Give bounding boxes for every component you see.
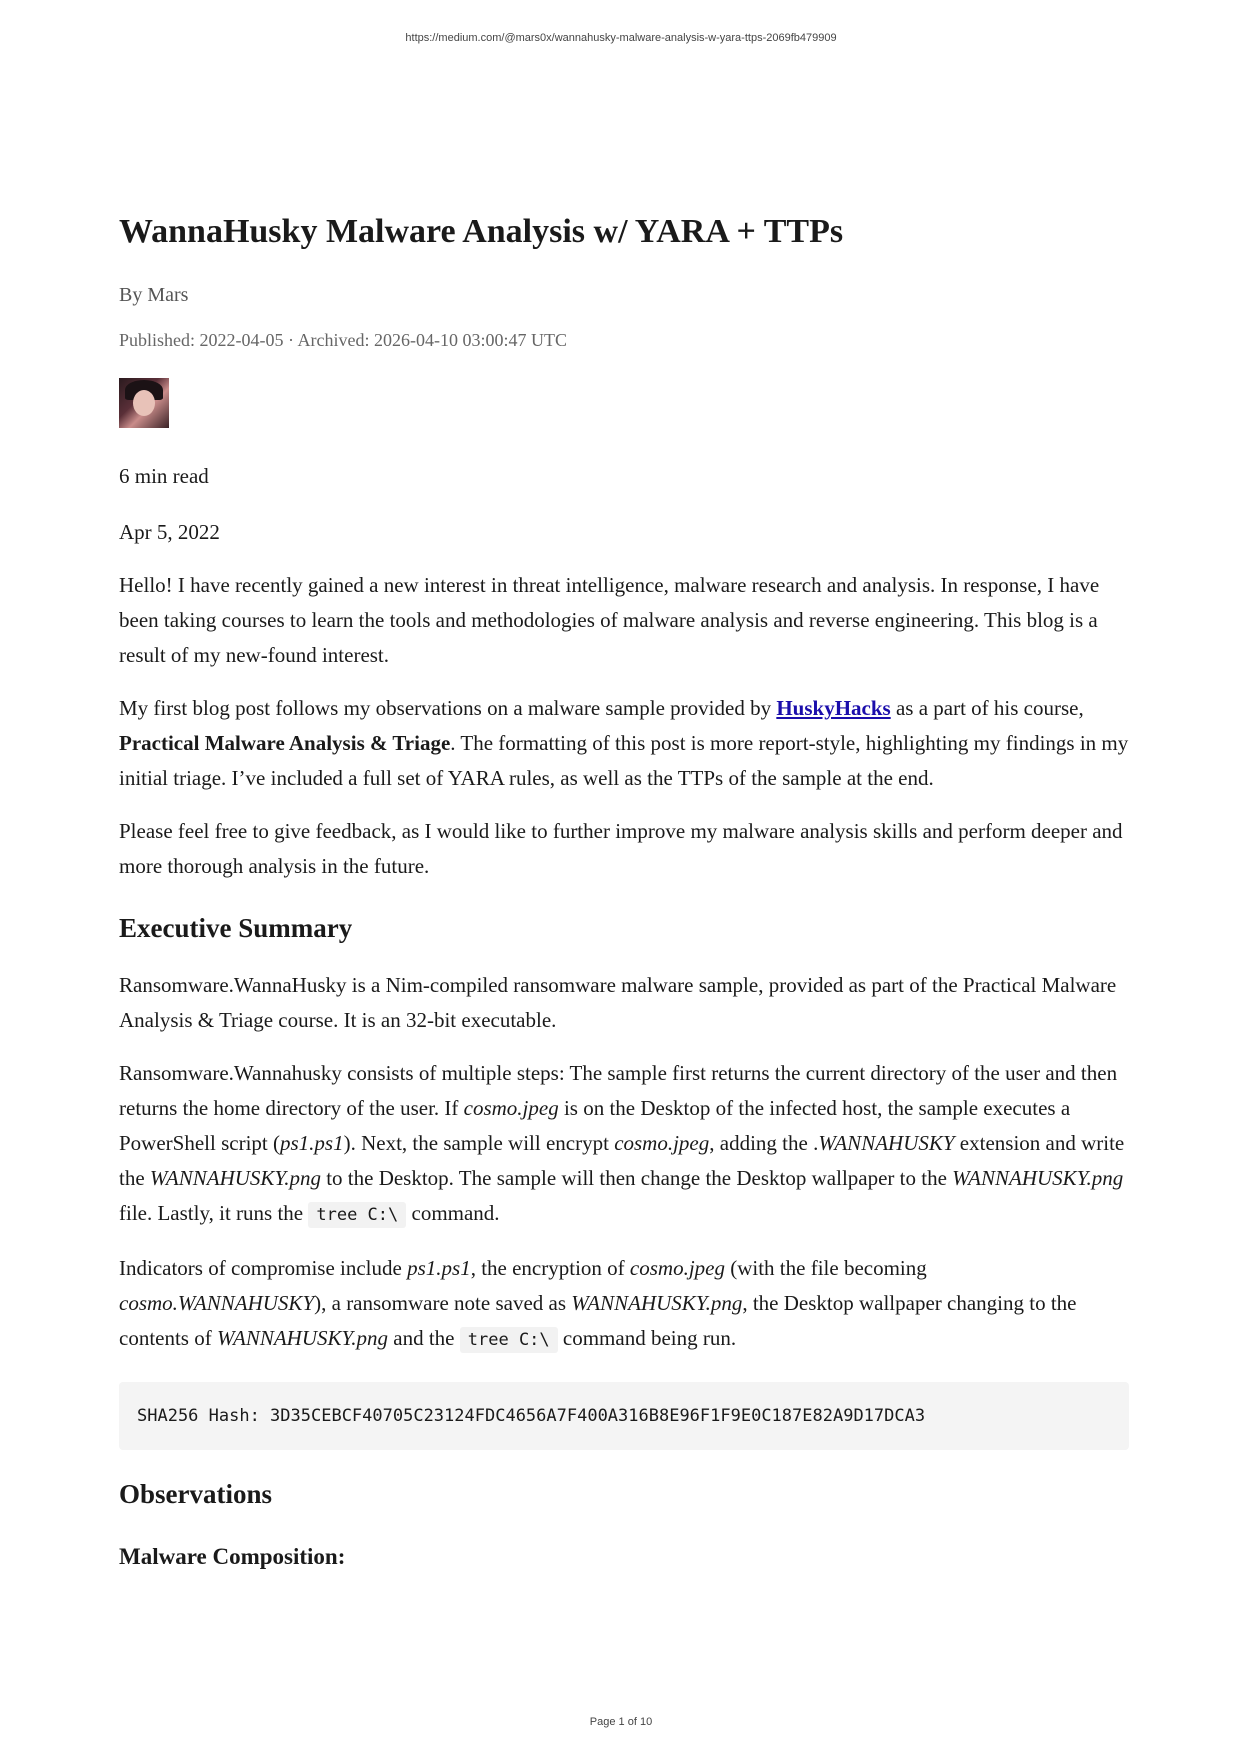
text-span: Ransomware.Wannahusky consists of multiple steps: The sample first returns the current directory of the user and then returns the home directory of the user. If xyxy=(119,1061,1118,1120)
italic-filename: cosmo.jpeg xyxy=(463,1096,559,1120)
post-date: Apr 5, 2022 xyxy=(119,520,220,544)
exec-paragraph-2 xyxy=(119,1056,1129,1233)
hash-code-block: SHA256 Hash: 3D35CEBCF40705C23124FDC4656A7F400A316B8E96F1F9E0C187E82A9D17DCA3 xyxy=(119,1382,1129,1450)
text-span: , adding the . xyxy=(709,1131,819,1155)
italic-filename: cosmo.WANNAHUSKY xyxy=(119,1291,315,1315)
exec-paragraph-3 xyxy=(119,1251,1129,1358)
text-span: command. xyxy=(406,1201,500,1225)
article xyxy=(119,210,1129,1572)
italic-filename: cosmo.jpeg xyxy=(629,1256,725,1280)
italic-filename: cosmo.jpeg xyxy=(614,1131,710,1155)
source-url: https://medium.com/@mars0x/wannahusky-malware-analysis-w-yara-ttps-2069fb479909 xyxy=(405,32,837,44)
executive-summary-heading: Executive Summary xyxy=(119,913,353,943)
exec-paragraph-1: Ransomware.WannaHusky is a Nim-compiled ransomware malware sample, provided as part of the Practical Malware Analysis & Triage course. It is an 32-bit executable. xyxy=(119,973,1117,1032)
text-span: , the encryption of xyxy=(470,1256,630,1280)
text-span: My first blog post follows my observations on a malware sample provided by xyxy=(119,696,777,720)
text-span: command being run. xyxy=(557,1326,737,1350)
italic-filename: WANNAHUSKY.png xyxy=(571,1291,743,1315)
read-time: 6 min read xyxy=(119,464,209,488)
intro-paragraph: Hello! I have recently gained a new interest in threat intelligence, malware research and analysis. In response, I have been taking courses to learn the tools and methodologies of malware analysis and reverse engineering. This blog is a result of my new-found interest. xyxy=(119,573,1100,667)
published-date: Published: 2022-04-05 · Archived: 2026-04-10 03:00:47 UTC xyxy=(119,330,567,350)
text-span: , the Desktop wallpaper changing to the contents of xyxy=(119,1291,1077,1350)
paragraph-2 xyxy=(119,691,1129,796)
italic-filename: WANNAHUSKY.png xyxy=(149,1166,321,1190)
italic-filename: WANNAHUSKY.png xyxy=(952,1166,1124,1190)
italic-filename: ps1.ps1 xyxy=(407,1256,471,1280)
avatar-face xyxy=(133,390,155,416)
text-span: as a part of his course, xyxy=(890,696,1084,720)
text-span: to the Desktop. The sample will then change the Desktop wallpaper to the xyxy=(320,1166,953,1190)
text-span: ). Next, the sample will encrypt xyxy=(343,1131,615,1155)
text-span: file. Lastly, it runs the xyxy=(119,1201,309,1225)
course-name: Practical Malware Analysis & Triage xyxy=(119,731,451,755)
paragraph-3: Please feel free to give feedback, as I would like to further improve my malware analysis skills and perform deeper and more thorough analysis in the future. xyxy=(119,819,1123,878)
inline-code-tree: tree C:\ xyxy=(308,1202,406,1228)
text-span: is on the Desktop of the infected host, the sample executes a PowerShell script ( xyxy=(119,1096,1071,1155)
inline-code-tree: tree C:\ xyxy=(460,1327,558,1353)
byline: By Mars xyxy=(119,284,189,306)
article-title: WannaHusky Malware Analysis w/ YARA + TTPs xyxy=(119,213,844,250)
text-span: extension and write the xyxy=(119,1131,1125,1190)
text-span: Indicators of compromise include xyxy=(119,1256,408,1280)
text-span: and the xyxy=(388,1326,460,1350)
page-number: Page 1 of 10 xyxy=(589,1716,653,1728)
italic-filename: WANNAHUSKY xyxy=(818,1131,955,1155)
italic-filename: WANNAHUSKY.png xyxy=(216,1326,389,1350)
italic-filename: ps1.ps1 xyxy=(279,1131,344,1155)
huskyhacks-link[interactable]: HuskyHacks xyxy=(776,696,891,720)
malware-composition-heading: Malware Composition: xyxy=(119,1544,346,1569)
text-span: . The formatting of this post is more report-style, highlighting my findings in my initial triage. I’ve included a full set of YARA rules, as well as the TTPs of the sample at the end. xyxy=(119,731,1129,790)
text-span: (with the file becoming xyxy=(724,1256,927,1280)
author-avatar xyxy=(119,378,169,428)
observations-heading: Observations xyxy=(119,1479,273,1509)
text-span: ), a ransomware note saved as xyxy=(314,1291,572,1315)
